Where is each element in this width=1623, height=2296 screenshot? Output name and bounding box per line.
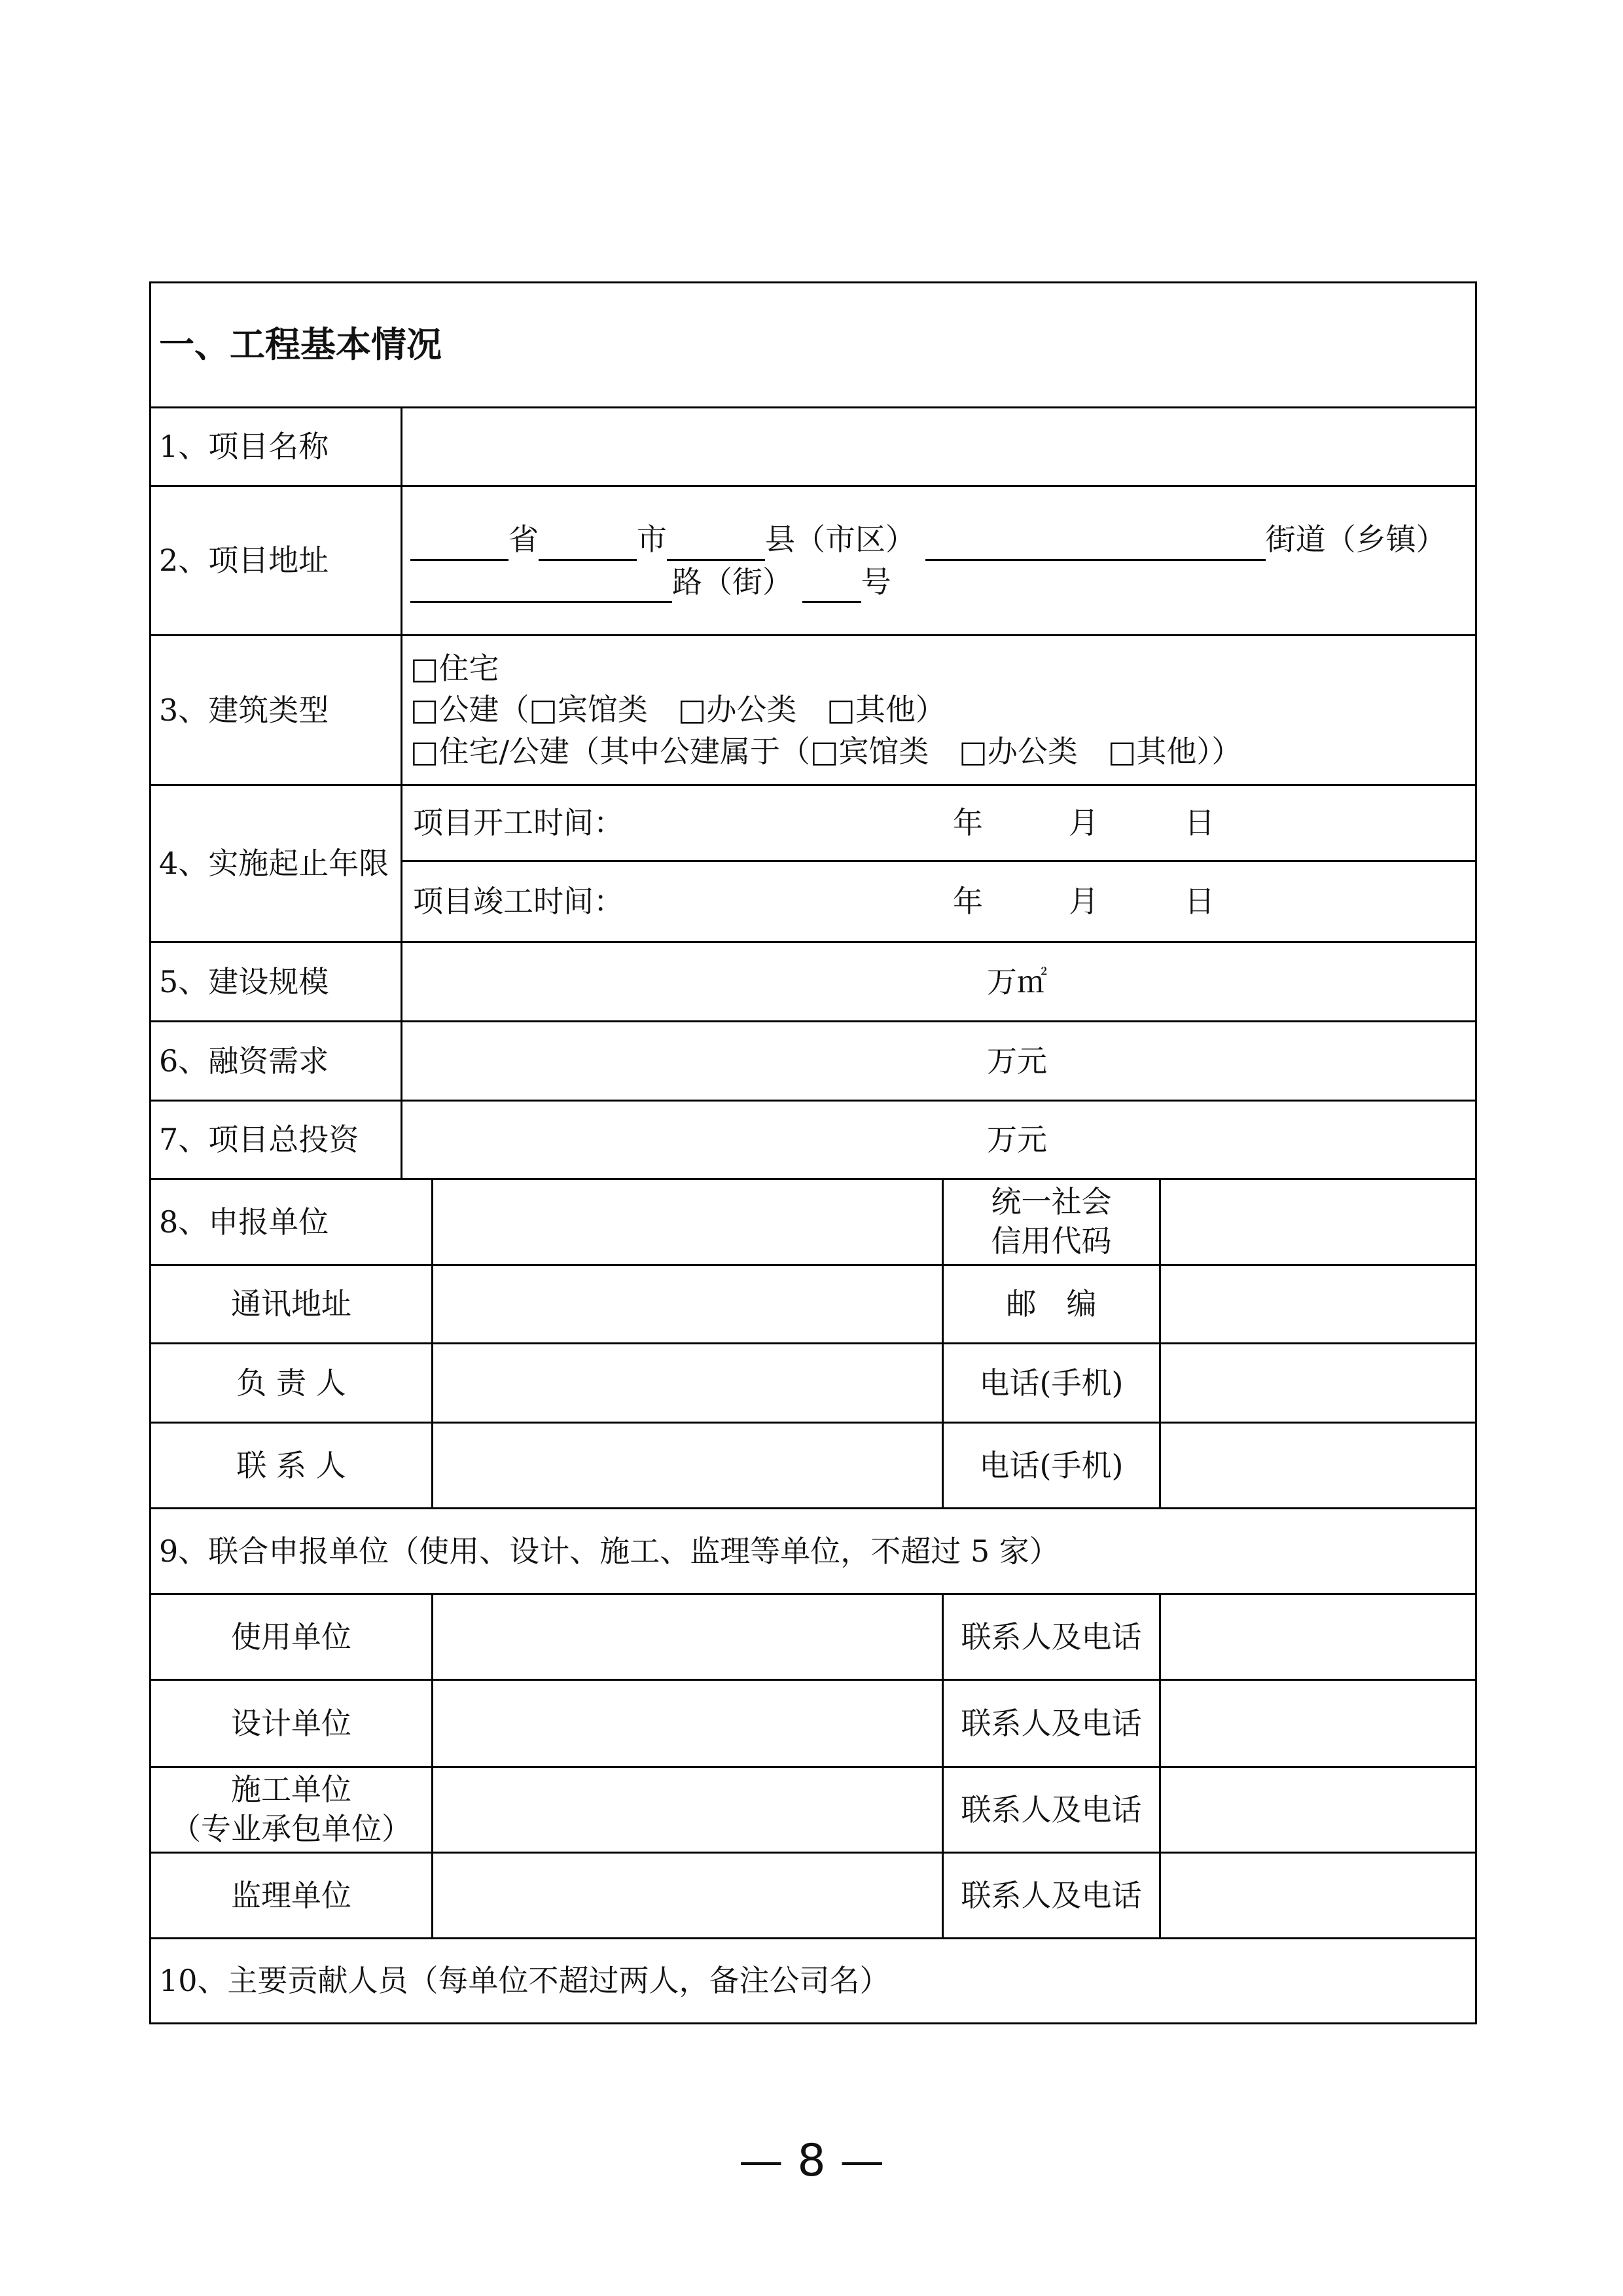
street-blank[interactable] (925, 526, 1266, 561)
city-blank[interactable] (539, 526, 637, 561)
finance-label: 6、融资需求 (159, 1043, 329, 1079)
contributors-row (151, 1939, 1475, 2022)
end-day-label: 日 (1185, 884, 1215, 920)
number-label: 号 (861, 564, 891, 600)
supervision-unit-contact-label: 联系人及电话 (942, 1854, 1159, 1937)
user-unit-contact-label: 联系人及电话 (942, 1595, 1159, 1679)
construction-unit-field[interactable] (431, 1768, 942, 1852)
finance-row (151, 1022, 1475, 1102)
end-month-label: 月 (1069, 884, 1099, 920)
province-label: 省 (508, 522, 539, 558)
supervision-unit-label: 监理单位 (231, 1877, 351, 1913)
supervision-unit-row (151, 1854, 1475, 1939)
page-number: — 8 — (738, 2135, 885, 2187)
credit-code-label-line-1: 统一社会 (991, 1184, 1112, 1220)
start-day-label: 日 (1185, 805, 1215, 841)
investment-unit: 万元 (987, 1122, 1047, 1158)
start-date-label: 项目开工时间： (413, 805, 624, 841)
project-address-field[interactable] (401, 487, 1475, 634)
road-blank[interactable] (410, 568, 672, 603)
design-unit-label: 设计单位 (231, 1705, 351, 1741)
project-address-row (151, 487, 1475, 636)
contact-row (151, 1424, 1475, 1509)
period-row (151, 786, 1475, 943)
address-line-1 (410, 518, 1446, 560)
design-unit-row (151, 1681, 1475, 1768)
project-name-field[interactable] (401, 408, 1475, 485)
project-address-label: 2、项目地址 (159, 543, 329, 579)
contributors-header: 10、主要贡献人员（每单位不超过两人，备注公司名） (159, 1963, 890, 1999)
investment-label: 7、项目总投资 (159, 1122, 359, 1158)
postcode-field[interactable] (1159, 1266, 1475, 1342)
city-label: 市 (637, 522, 667, 558)
number-blank[interactable] (802, 568, 861, 603)
leader-field[interactable] (431, 1344, 942, 1422)
supervision-unit-contact-field[interactable] (1159, 1854, 1475, 1937)
period-fields (401, 786, 1475, 941)
application-form-table (149, 281, 1477, 2024)
scale-unit: 万㎡ (987, 963, 1047, 999)
investment-row (151, 1102, 1475, 1180)
supervision-unit-field[interactable] (431, 1854, 942, 1937)
user-unit-contact-field[interactable] (1159, 1595, 1475, 1679)
user-unit-field[interactable] (431, 1595, 942, 1679)
leader-label: 负 责 人 (236, 1365, 346, 1401)
finance-field[interactable] (401, 1022, 1475, 1100)
applicant-row (151, 1180, 1475, 1266)
end-date-row[interactable] (402, 862, 1475, 941)
type-option-public[interactable]: □公建（□宾馆类 □办公类 □其他） (410, 692, 946, 728)
postcode-label: 邮 编 (942, 1266, 1159, 1342)
building-type-label: 3、建筑类型 (159, 692, 329, 728)
credit-code-label-line-2: 信用代码 (991, 1223, 1112, 1259)
road-label: 路（街） (672, 564, 793, 600)
investment-field[interactable] (401, 1102, 1475, 1178)
province-blank[interactable] (410, 526, 508, 561)
building-type-row (151, 636, 1475, 786)
contact-label: 联 系 人 (236, 1447, 346, 1483)
project-name-label: 1、项目名称 (159, 429, 329, 465)
start-month-label: 月 (1069, 805, 1099, 841)
mail-address-row (151, 1266, 1475, 1344)
scale-field[interactable] (401, 943, 1475, 1020)
address-line-2 (410, 561, 891, 603)
applicant-label: 8、申报单位 (159, 1204, 329, 1240)
joint-header: 9、联合申报单位（使用、设计、施工、监理等单位，不超过 5 家） (159, 1533, 1060, 1569)
county-blank[interactable] (667, 526, 765, 561)
building-type-options (401, 636, 1475, 784)
credit-code-field[interactable] (1159, 1180, 1475, 1264)
credit-code-label (942, 1180, 1159, 1264)
user-unit-row (151, 1595, 1475, 1681)
design-unit-contact-label: 联系人及电话 (942, 1681, 1159, 1766)
construction-unit-label (151, 1768, 431, 1852)
leader-phone-field[interactable] (1159, 1344, 1475, 1422)
mail-address-field[interactable] (431, 1266, 942, 1342)
construction-unit-label-line-1: 施工单位 (231, 1772, 351, 1808)
leader-row (151, 1344, 1475, 1424)
construction-unit-row (151, 1768, 1475, 1854)
scale-row (151, 943, 1475, 1022)
type-option-mixed[interactable]: □住宅/公建（其中公建属于（□宾馆类 □办公类 □其他）） (410, 733, 1242, 769)
end-year-label: 年 (953, 884, 983, 920)
joint-header-row (151, 1509, 1475, 1595)
section-title-row (151, 283, 1475, 408)
construction-unit-contact-field[interactable] (1159, 1768, 1475, 1852)
project-name-row (151, 408, 1475, 487)
design-unit-contact-field[interactable] (1159, 1681, 1475, 1766)
finance-unit: 万元 (987, 1043, 1047, 1079)
leader-phone-label: 电话(手机) (942, 1344, 1159, 1422)
user-unit-label: 使用单位 (231, 1619, 351, 1655)
contact-field[interactable] (431, 1424, 942, 1507)
scale-label: 5、建设规模 (159, 963, 329, 999)
construction-unit-label-line-2: （专业承包单位） (171, 1811, 412, 1846)
start-date-row[interactable] (402, 786, 1475, 862)
section-title: 一、工程基本情况 (159, 323, 442, 366)
county-label: 县（市区） (765, 522, 916, 558)
construction-unit-contact-label: 联系人及电话 (942, 1768, 1159, 1852)
contact-phone-field[interactable] (1159, 1424, 1475, 1507)
contact-phone-label: 电话(手机) (942, 1424, 1159, 1507)
period-label: 4、实施起止年限 (159, 846, 389, 882)
end-date-label: 项目竣工时间： (413, 884, 624, 920)
type-option-residential[interactable]: □住宅 (410, 650, 499, 686)
mail-address-label: 通讯地址 (231, 1286, 351, 1322)
start-year-label: 年 (953, 805, 983, 841)
applicant-field[interactable] (431, 1180, 942, 1264)
street-label: 街道（乡镇） (1265, 522, 1446, 558)
design-unit-field[interactable] (431, 1681, 942, 1766)
